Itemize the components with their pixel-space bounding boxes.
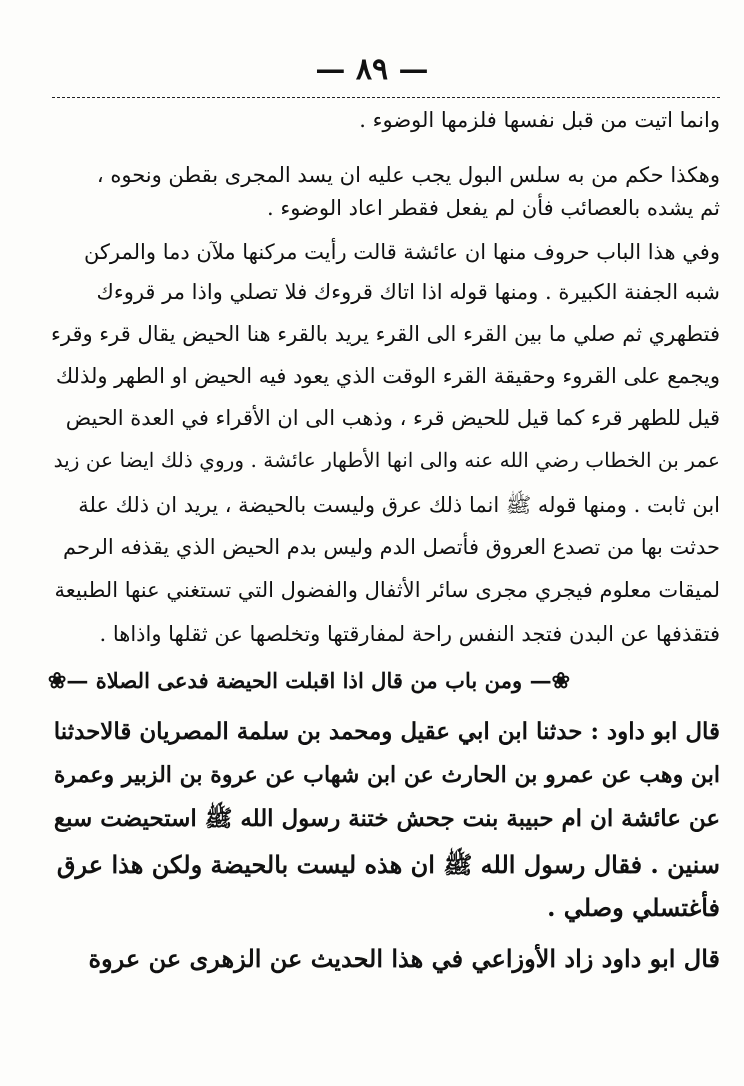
text-line: وفي هذا الباب حروف منها ان عائشة قالت رأيت مركنها ملآن دما والمركن: [83, 240, 720, 264]
header-divider: [52, 97, 720, 98]
text-line: فأغتسلي وصلي .: [547, 893, 720, 922]
text-line: ثم يشده بالعصائب فأن لم يفعل فقطر اعاد الوضوء .: [267, 196, 720, 220]
chapter-heading: [48, 668, 570, 694]
chapter-heading-text: ومن باب من قال اذا اقبلت الحيضة فدعى الصلاة: [95, 668, 523, 693]
text-line: فتطهري ثم صلي ما بين القرء الى القرء يريد بالقرء هنا الحيض يقال قرء وقرء: [50, 322, 720, 346]
text-line: ابن ثابت . ومنها قوله ﷺ انما ذلك عرق وليست بالحيضة ، يريد ان ذلك علة: [78, 493, 720, 517]
text-line: عمر بن الخطاب رضي الله عنه والى انها الأطهار عائشة . وروي ذلك ايضا عن زيد: [53, 448, 720, 472]
text-line: ويجمع على القروء وحقيقة القرء الوقت الذي يعود فيه الحيض او الطهر ولذلك: [55, 364, 720, 388]
text-line: شبه الجفنة الكبيرة . ومنها قوله اذا اتاك قروءك فلا تصلي واذا مر قروءك: [96, 280, 720, 304]
text-line: لميقات معلوم فيجري مجرى سائر الأثفال والفضول التي تستغني عنها الطبيعة: [54, 578, 720, 602]
text-line: سنين . فقال رسول الله ﷺ ان هذه ليست بالحيضة ولكن هذا عرق: [56, 850, 720, 879]
text-line: وهكذا حكم من به سلس البول يجب عليه ان يسد المجرى بقطن ونحوه ،: [96, 163, 720, 187]
text-line: وانما اتيت من قبل نفسها فلزمها الوضوء .: [359, 108, 720, 132]
text-line: قال ابو داود زاد الأوزاعي في هذا الحديث عن الزهرى عن عروة: [88, 944, 720, 973]
ornament-left-icon: —❀: [47, 668, 89, 694]
text-line: قال ابو داود : حدثنا ابن ابي عقيل ومحمد بن سلمة المصريان قالاحدثنا: [53, 718, 720, 745]
page-number: — ٨٩ —: [315, 52, 429, 87]
text-line: حدثت بها من تصدع العروق فأتصل الدم وليس بدم الحيض الذي يقذفه الرحم: [62, 535, 720, 559]
text-line: قيل للطهر قرء كما قيل للحيض قرء ، وذهب الى ان الأقراء في العدة الحيض: [65, 406, 720, 430]
text-line: فتقذفها عن البدن فتجد النفس راحة لمفارقتها وتخلصها عن ثقلها واذاها .: [99, 622, 720, 646]
text-line: ابن وهب عن عمرو بن الحارث عن ابن شهاب عن عروة بن الزبير وعمرة: [53, 762, 720, 788]
text-line: عن عائشة ان ام حبيبة بنت جحش ختنة رسول الله ﷺ استحيضت سبع: [53, 805, 720, 832]
ornament-right-icon: ❀—: [529, 668, 570, 694]
